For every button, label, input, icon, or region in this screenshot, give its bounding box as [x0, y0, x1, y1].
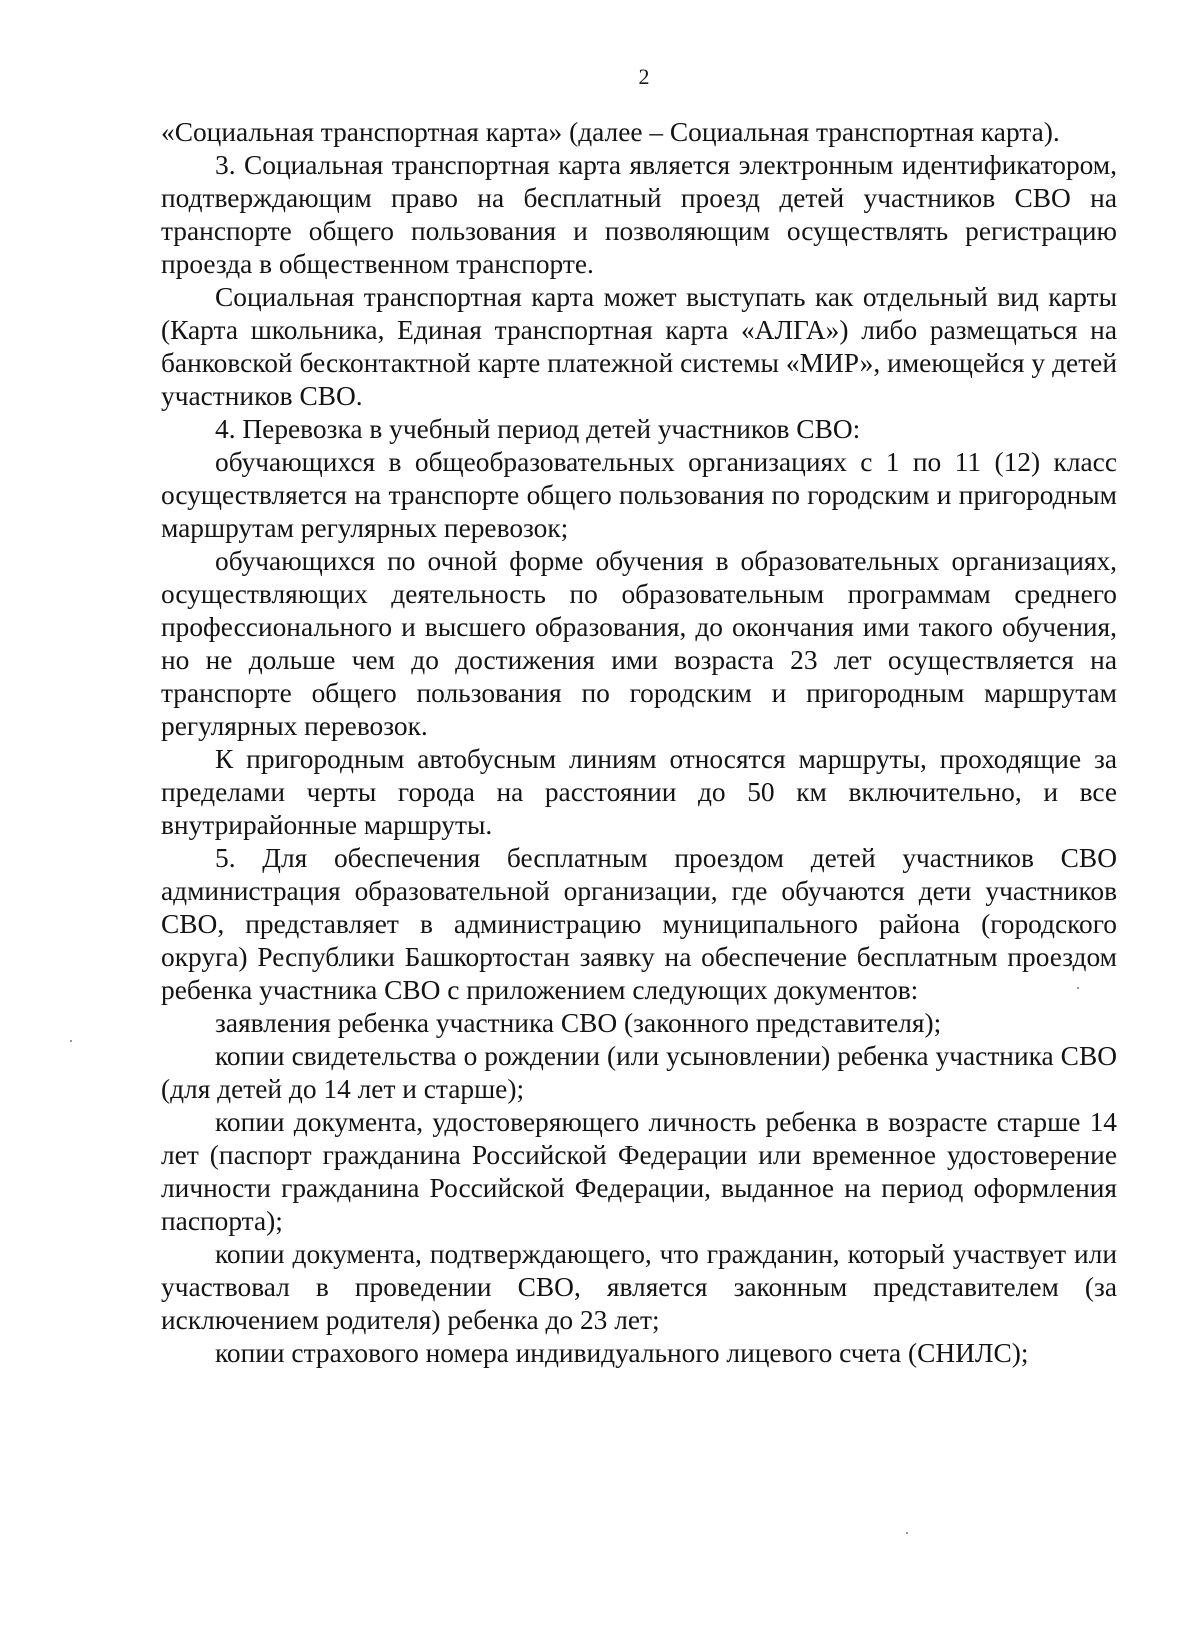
page-number: 2	[638, 64, 650, 89]
paragraph: «Социальная транспортная карта» (далее – Социальная транспортная карта).	[161, 117, 1060, 147]
scan-speck	[70, 1040, 72, 1042]
paragraph: заявления ребенка участника СВО (законного представителя);	[215, 1008, 942, 1038]
paragraph: 4. Перевозка в учебный период детей участников СВО:	[215, 414, 861, 444]
paragraph: копии документа, подтверждающего, что гражданин, который участвует или участвовал в проведении СВО, является законным представителем (за исключением родителя) ребенка до 23 лет;	[161, 1239, 1117, 1335]
paragraph: 5. Для обеспечения бесплатным проездом детей участников СВО администрация образовательной организации, где обучаются дети участников СВО, представляет в администрацию муниципального района (городского округа) Республики Башкортостан заявку на обеспечение бесплатным проездом ребенка участника СВО с приложением следующих документов:	[161, 843, 1117, 1005]
paragraph: Социальная транспортная карта может выступать как отдельный вид карты (Карта школьника, Единая транспортная карта «АЛГА») либо размещаться на банковской бесконтактной карте платежной системы «МИР», имеющейся у детей участников СВО.	[161, 282, 1117, 411]
paragraph: копии свидетельства о рождении (или усыновлении) ребенка участника СВО (для детей до 14 лет и старше);	[161, 1041, 1117, 1104]
scan-speck	[1077, 987, 1079, 989]
paragraph: К пригородным автобусным линиям относятся маршруты, проходящие за пределами черты города на расстоянии до 50 км включительно, и все внутрирайонные маршруты.	[161, 744, 1117, 840]
paragraph: копии документа, удостоверяющего личность ребенка в возрасте старше 14 лет (паспорт гражданина Российской Федерации или временное удостоверение личности гражданина Российской Федерации, выданное на период оформления паспорта);	[161, 1107, 1117, 1236]
paragraph: обучающихся в общеобразовательных организациях с 1 по 11 (12) класс осуществляется на транспорте общего пользования по городским и пригородным маршрутам регулярных перевозок;	[161, 447, 1117, 543]
paragraph: 3. Социальная транспортная карта является электронным идентификатором, подтверждающим право на бесплатный проезд детей участников СВО на транспорте общего пользования и позволяющим осуществлять регистрацию проезда в общественном транспорте.	[161, 150, 1117, 279]
paragraph: обучающихся по очной форме обучения в образовательных организациях, осуществляющих деятельность по образовательным программам среднего профессионального и высшего образования, до окончания ими такого обучения, но не дольше чем до достижения ими возраста 23 лет осуществляется на транспорте общего пользования по городским и пригородным маршрутам регулярных перевозок.	[161, 546, 1117, 741]
document-body	[161, 116, 1117, 1370]
scan-speck	[906, 1532, 908, 1534]
paragraph: копии страхового номера индивидуального лицевого счета (СНИЛС);	[215, 1338, 1029, 1368]
